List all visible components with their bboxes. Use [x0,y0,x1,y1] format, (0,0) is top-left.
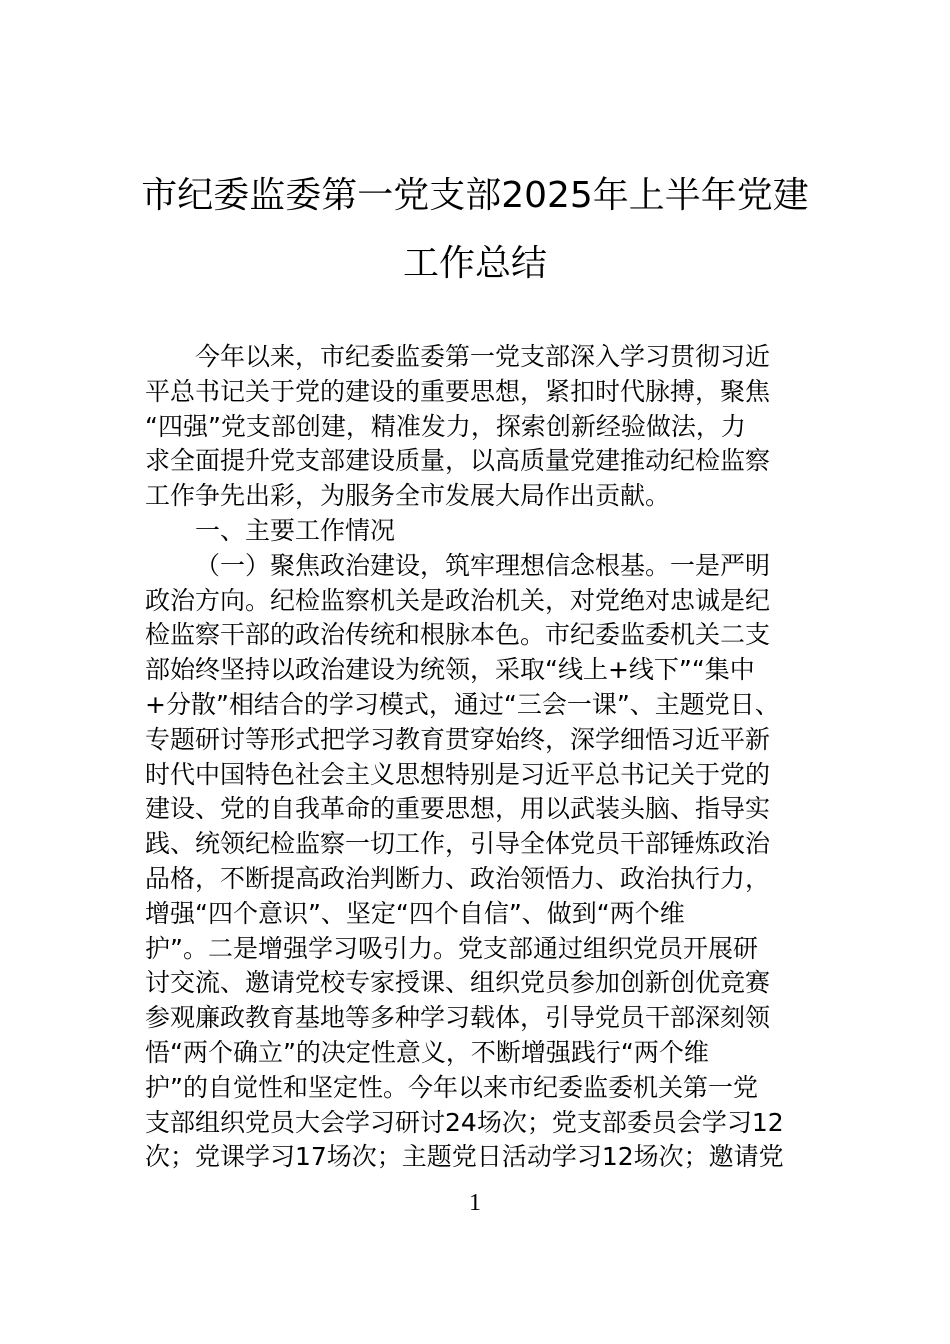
paragraph-intro-line: 今年以来，市纪委监委第一党支部深入学习贯彻习近 [195,342,771,371]
paragraph-intro-line: 求全面提升党支部建设质量，以高质量党建推动纪检监察 [145,446,771,476]
paragraph-section-line: 时代中国特色社会主义思想特别是习近平总书记关于党的 [145,759,771,789]
paragraph-section-line: 部始终坚持以政治建设为统领，采取“线上+线下”“集中 [145,655,755,685]
paragraph-section-line: 护”的自觉性和坚定性。今年以来市纪委监委机关第一党 [145,1072,758,1102]
paragraph-section-line: 参观廉政教育基地等多种学习载体，引导党员干部深刻领 [145,1003,771,1033]
paragraph-section-line: 悟“两个确立”的决定性意义，不断增强践行“两个维 [145,1037,709,1067]
section-heading: 一、主要工作情况 [195,515,396,545]
paragraph-section-line: 支部组织党员大会学习研讨24场次；党支部委员会学习12 [145,1107,784,1137]
page-number: 1 [469,1190,481,1216]
paragraph-intro-line: 工作争先出彩，为服务全市发展大局作出贡献。 [145,481,671,511]
paragraph-section-line: 检监察干部的政治传统和根脉本色。市纪委监委机关二支 [145,620,771,650]
paragraph-section-line: 讨交流、邀请党校专家授课、组织党员参加创新创优竞赛 [145,968,771,998]
paragraph-section-line: 次；党课学习17场次；主题党日活动学习12场次；邀请党 [145,1142,784,1172]
paragraph-section-line: 政治方向。纪检监察机关是政治机关，对党绝对忠诚是纪 [145,585,771,615]
paragraph-section-line: 品格，不断提高政治判断力、政治领悟力、政治执行力， [145,863,771,893]
paragraph-section-line: （一）聚焦政治建设，筑牢理想信念根基。一是严明 [195,550,771,580]
document-title-line-2: 工作总结 [402,243,547,284]
paragraph-section-line: 建设、党的自我革命的重要思想，用以武装头脑、指导实 [145,794,771,824]
paragraph-section-line: +分散”相结合的学习模式，通过“三会一课”、主题党日、 [145,689,780,719]
document-title-line-1: 市纪委监委第一党支部2025年上半年党建 [141,175,809,216]
paragraph-intro-line: “四强”党支部创建，精准发力，探索创新经验做法，力 [145,411,746,441]
paragraph-section-line: 护”。二是增强学习吸引力。党支部通过组织党员开展研 [145,933,758,963]
paragraph-section-line: 践、统领纪检监察一切工作，引导全体党员干部锤炼政治 [145,829,771,859]
paragraph-section-line: 专题研讨等形式把学习教育贯穿始终，深学细悟习近平新 [145,724,771,754]
paragraph-intro-line: 平总书记关于党的建设的重要思想，紧扣时代脉搏，聚焦 [145,376,771,406]
paragraph-section-line: 增强“四个意识”、坚定“四个自信”、做到“两个维 [145,898,685,928]
document-body [145,340,809,1175]
